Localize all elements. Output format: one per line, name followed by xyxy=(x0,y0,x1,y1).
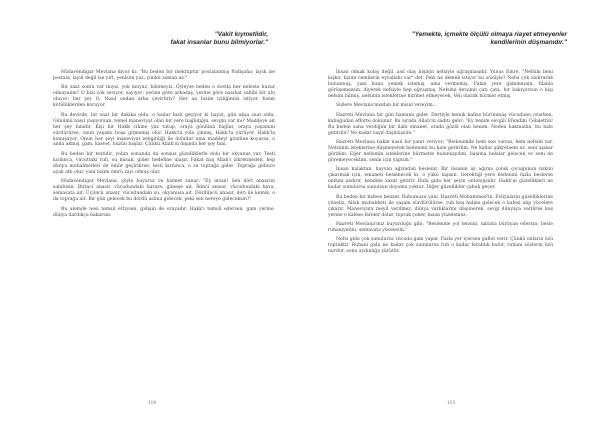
paragraph: Hüdavendigar Mevlana diyor ki: "Bu beden bir mektuptur postalanmış Padişaha; layık ise postala, layık değil ise yırt, yenisini yaz; çünkü zaman az." xyxy=(53,70,275,81)
paragraph: Bir saat sonra var mıyız, yok muyuz, bilemeyiz. Öyleyse neden o dostla her nefeste huzur olmayalım? O bizi çok seviyor, sayıyor; yerine göre arkadaş, yerine göre nasihat sahibi bir ulu oluyor; her şey O. Nasıl ondan arka çevirtiriz? Her an bizim iyiliğimizi istiyor, bizim kötülüklerden koruyor. xyxy=(53,85,275,109)
left-page-quote xyxy=(88,31,268,47)
paragraph: Hazreti Mevlana bir gün hamamı gider. Dertiyle kemik hafise bürünmüş vücudunu ovarken, kabuğudan efforte dokunur. Bu sırada Allah'ın sadıtı gelir: "Ey benim sevgili Efendim Celalettin! Bu beden sana verdiğim bir ilahi emanet, orada gözlü olan benim. Neden bakmadın, bu hale getirdin? Ne kadar zayıf düşmüşsün." xyxy=(328,112,553,136)
paragraph: Bu beden bir testidir, yolun sonunda da sonsuz güzelliklerle dolu bir okyanus var. Testi kırılınca, vücuttaki ruh, su misali, gider hedefine ulaşır. Fakat baş Allah'ı zikretmeden, hep dünya muhabbetleri de ömür geçirilirse, testi kırılınca, o su toprağa gider. Toprağa gidince ayak altı olur, yani bizim ömrü zayi olmuş olur. xyxy=(53,151,275,175)
left-page-body xyxy=(53,70,275,222)
paragraph: Bu beden bir kafese benzer. Ruhumuzu yani, Hazreti Muhammed'in, Evliyaların güzelliklerine yöneliz, Allah muhabbeti ile yaşam sürdürülürse, ruh kuş haline gelecek o kafesi alıp yücelere çıkarır. Maneviyata meyil verilmez, dünya varlıklarını düşünerek, sevgi dünyaya verilirse kuş yerine o kafese fareler dolar, toprak çeker, insan yüzelemez. xyxy=(328,194,553,218)
paragraph: Bu alemde nesi temsil ettiysen, gidişin de orayadır. Hakk'ı temsil edersen, gam yerine, dünya dardıkça bakarsın. xyxy=(53,206,275,218)
quote-line: fakat insanlar bunu bilmiyorlar." xyxy=(170,39,268,46)
paragraph: Hazreti Mevlana'mız buyurduğu gibi, "Beslenme yol tensini, tabiata bürüyan edersin; besle ruhaniyetini, semavata yücelesin." xyxy=(328,221,553,233)
right-page-body xyxy=(328,70,553,259)
quote-line: kendilerinin düşmanıdır." xyxy=(490,39,567,46)
paragraph: Hüdavendigar Mevlana, şöyle buyurur ve hizmet sunar: "Ey insan! Sen dört anasırın sahibisin. Birinci anasır, vücudundaki harare, güneşe ait. İkinci anasır, vücudundaki hava, semavata ait. Üçüncü anasır, vücudundaki su, okyanusa ait. Dördüncü anasır, deri ile kemik, o da toprağa ait. Bir gün gelecek bu dördü aslına gidecek, peki sen nereye gideceksin?" xyxy=(53,179,275,203)
paragraph: İnsan olmak kolay değil, asıl olay kişinin nefsiyle uğraşmasıdır. Yunus Emre, "Nefsim beni kışkır, bizim cemilerin eyvallahı var" der. Peki ne demek istiyor bu sözüyle? Nefsi çok azdırarak bulunmuş, yani bunu yemek istemiş, ama vermemiş. Falan yere gidemezsin, filanla görüşemezsin, diyerek nefsiyle hep uğraşmış. Nefsine devamlı çatı çata, bir bakıyorsun o kişi nefsini bilmiş, nefsinin isteklerine hürmet etmeyecek, Veli olarak hürmet etmiş. xyxy=(328,70,553,99)
quote-line: "Yemekte, içmekte ölçülü olmaya riayet etmeyenler xyxy=(411,31,567,38)
paragraph: Sizlere Mevlana'mızdan bir misal vereyim... xyxy=(336,103,438,109)
paragraph: Bu devirde, bir saat bir dakika oldu, o kadar hızlı geçiyor ki hayat, gün akşa saat oldu. Günümü nasıl yaşıyorsun, temel maneviyat olan bir yere bağlıdığın, sevgin var mı? Maddeye ait her şey fanidir. Kişi bir Hakk cihine yüz tutup, oraya gönlünü bağlar, oraya yaşamını sürdürürse, onun yaşamı boşa gitmemiş olur. Hakk'la yola çıkmış, Hakk'ta yürüyor. Hakk'la konuşuyor. Onun her şeyi maneviyat zenginliği ile doludur ama maddeyi gönlüne koyarsa, o anda akmış, gam, kasvet, hüzün başlar. Çünkü Allah'ın dışında her şey fani. xyxy=(53,112,275,148)
right-page xyxy=(300,0,600,424)
page-number: 114 xyxy=(148,400,156,405)
right-page-quote xyxy=(387,31,567,47)
quote-line: "Vakit kıymetlidir, xyxy=(214,31,268,38)
paragraph: Hazreti Mevlana bakın nasıl bir yanıt veriyor: "Bedenimde hem sen varsın, hem nefsim var. Nefsimin isteklerine düşmeyerek bedenimi bu hale getirdim. Ne kadar şükretsem az, seni aşıkar gördüm. Eğer nefsimin isteklerine hürmette bulunsaydım, başıma belalar gelecek ve seni de göremeyecektim, senin için yaptım." xyxy=(328,140,553,163)
page-number: 115 xyxy=(447,400,455,405)
paragraph: İnsan kalaktan, hayvan ağzından beslenir. Bir insanın işi ağırsa çoluk çocuğunun nzkını çıkarmak için, emaneti beslenecek ki, o yükü taşısın. Gerektiği yere bedenini fazla beslerse nefsini azdırır, kendine zarar getirir. Ruhi gıda her şeyin ontolojisidir. Hakk'ın güzellikleri ne kadar sunulursa sunulsun doyumu yoktur. Diğer güzellikler çabuk geçer. xyxy=(328,167,553,191)
paragraph: Nefsi gıda çok sunulursa vücuda gam yapar. Fazla yer içersen gaflet verir. Çünkü onların özü topraktır. Ruhani gıda ne kadar çok sunulursa ruh o kadar ferahlık bulur, ruhani sözlerin özü nurdur, sonu aydınlığa yürütür. xyxy=(328,237,553,255)
